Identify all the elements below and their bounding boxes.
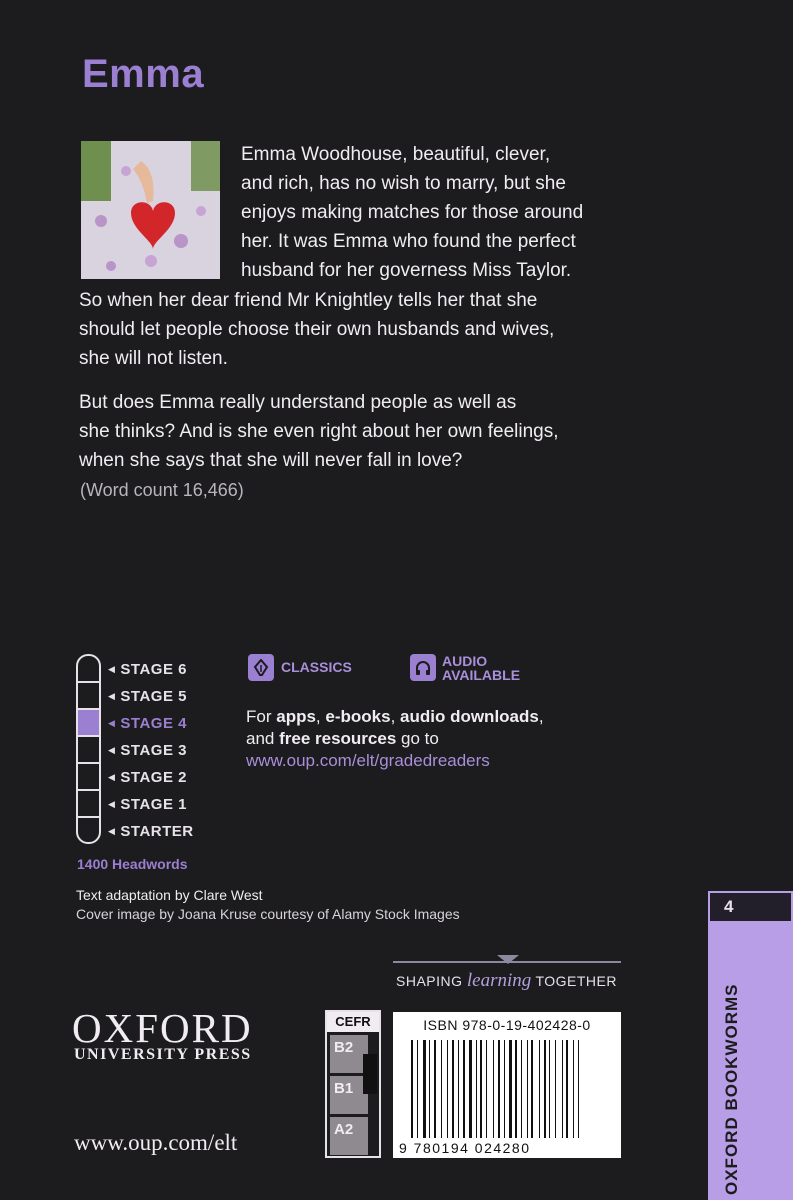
book-title: Emma: [82, 52, 205, 96]
barcode-bar: [455, 1040, 456, 1138]
barcode-bar: [480, 1040, 482, 1138]
ladder-rung: [78, 681, 99, 683]
blurb-line: and rich, has no wish to marry, but she: [241, 173, 566, 194]
adaptation-credit: Text adaptation by Clare West: [76, 887, 263, 903]
barcode-bar: [447, 1040, 448, 1138]
blurb-question-line: she thinks? And is she even right about her own feelings,: [79, 421, 559, 442]
barcode-bar: [458, 1040, 459, 1138]
barcode-bar: [515, 1040, 517, 1138]
stage-label-3: ◀ STAGE 3: [108, 742, 187, 759]
triangle-left-icon: ◀: [108, 799, 116, 809]
blurb-line: her. It was Emma who found the perfect: [241, 231, 576, 252]
stage-ladder-active-fill: [78, 710, 99, 737]
stage-ladder: [76, 654, 101, 844]
barcode-bar: [535, 1040, 538, 1138]
stage-label-5: ◀ STAGE 5: [108, 688, 187, 705]
promo-line-1: For apps, e-books, audio downloads,: [246, 707, 544, 726]
classics-label: CLASSICS: [281, 659, 352, 675]
audio-label-line1: AUDIO: [442, 653, 488, 669]
barcode-bar: [544, 1040, 546, 1138]
blurb-question-line: when she says that she will never fall in love?: [79, 450, 463, 471]
word-count: (Word count 16,466): [80, 480, 244, 500]
barcode-bar: [580, 1040, 582, 1138]
barcode-bar: [427, 1040, 428, 1138]
isbn-text: ISBN 978-0-19-402428-0: [423, 1017, 591, 1033]
series-spine-tab: [708, 891, 793, 1200]
barcode-bar: [443, 1040, 446, 1138]
pen-nib-icon: [248, 654, 274, 681]
barcode-bar: [541, 1040, 542, 1138]
barcode-bar: [573, 1040, 574, 1138]
barcode-bar: [509, 1040, 512, 1138]
blurb-line: should let people choose their own husbands and wives,: [79, 319, 555, 340]
barcode-bar: [460, 1040, 462, 1138]
barcode-bar: [504, 1040, 505, 1138]
barcode-bar: [417, 1040, 418, 1138]
cefr-indicator-bar: [363, 1054, 377, 1094]
barcode-bar: [578, 1040, 579, 1138]
barcode-bar: [452, 1040, 454, 1138]
barcode-bar: [506, 1040, 507, 1138]
stage-label-1: ◀ STAGE 1: [108, 796, 187, 813]
barcode-bar: [469, 1040, 472, 1138]
graded-readers-link[interactable]: www.oup.com/elt/gradedreaders: [246, 751, 490, 770]
promo-line-2: and free resources go to: [246, 729, 439, 748]
audio-label-line2: AVAILABLE: [442, 667, 521, 683]
cefr-level-box: [325, 1010, 381, 1158]
barcode-bar: [415, 1040, 416, 1138]
barcode-bar: [502, 1040, 503, 1138]
publisher-subtitle: UNIVERSITY PRESS: [74, 1046, 252, 1063]
cefr-level-b2: B2: [330, 1035, 368, 1073]
barcode-bar: [521, 1040, 522, 1138]
cefr-header: CEFR: [327, 1012, 379, 1032]
cefr-level-a2: A2: [330, 1117, 368, 1155]
barcode-bar: [495, 1040, 497, 1138]
barcode-bar: [493, 1040, 494, 1138]
barcode-bar: [484, 1040, 485, 1138]
triangle-left-icon: ◀: [108, 745, 116, 755]
barcode-bar: [434, 1040, 436, 1138]
isbn-digits: 9 780194 024280: [399, 1140, 531, 1156]
barcode-bar: [566, 1040, 568, 1138]
barcode-bar: [419, 1040, 421, 1138]
barcode-bar: [467, 1040, 468, 1138]
ladder-rung: [78, 816, 99, 818]
isbn-barcode: [393, 1012, 621, 1158]
series-name: OXFORD BOOKWORMS: [722, 983, 741, 1195]
triangle-left-icon: ◀: [108, 772, 116, 782]
barcode-bar: [539, 1040, 540, 1138]
barcode-bar: [549, 1040, 550, 1138]
barcode-bar: [527, 1040, 528, 1138]
blurb-line: enjoys making matches for those around: [241, 202, 584, 223]
triangle-left-icon: ◀: [108, 718, 116, 728]
stage-label-4-active: ◀ STAGE 4: [108, 715, 187, 732]
barcode-bar: [570, 1040, 572, 1138]
stage-label-2: ◀ STAGE 2: [108, 769, 187, 786]
barcode-bar: [423, 1040, 426, 1138]
blurb-line: husband for her governess Miss Taylor.: [241, 260, 572, 281]
barcode-bar: [437, 1040, 439, 1138]
cover-image-credit: Cover image by Joana Kruse courtesy of Alamy Stock Images: [76, 906, 460, 922]
blurb-line: Emma Woodhouse, beautiful, clever,: [241, 144, 551, 165]
barcode-bar: [564, 1040, 565, 1138]
barcode-bar: [547, 1040, 548, 1138]
headwords-count: 1400 Headwords: [77, 856, 188, 872]
ladder-rung: [78, 762, 99, 764]
barcode-bar: [432, 1040, 433, 1138]
barcode-bar: [513, 1040, 514, 1138]
ladder-rung: [78, 708, 99, 710]
barcode-bar: [555, 1040, 556, 1138]
barcode-bar: [488, 1040, 491, 1138]
headphones-icon: [410, 654, 436, 681]
blurb-line: she will not listen.: [79, 348, 228, 369]
spine-stage-number: 4: [724, 897, 734, 916]
cefr-level-b1: B1: [330, 1076, 368, 1114]
barcode-bar: [429, 1040, 430, 1138]
triangle-left-icon: ◀: [108, 691, 116, 701]
publisher-logo: OXFORD: [72, 1005, 253, 1051]
barcode-bar: [552, 1040, 554, 1138]
barcode-bar: [411, 1040, 413, 1138]
barcode-bar: [519, 1040, 520, 1138]
stage-label-6: ◀ STAGE 6: [108, 661, 187, 678]
blurb-question-line: But does Emma really understand people as well as: [79, 392, 517, 413]
publisher-website-link[interactable]: www.oup.com/elt: [74, 1130, 238, 1155]
ladder-rung: [78, 789, 99, 791]
triangle-left-icon: ◀: [108, 664, 116, 674]
heart-in-hand-illustration: [81, 141, 220, 279]
slogan-chevron-icon: [497, 955, 519, 964]
cover-thumbnail-image: [81, 141, 220, 279]
barcode-bar: [463, 1040, 465, 1138]
barcode-bar: [450, 1040, 451, 1138]
barcode-bar: [557, 1040, 560, 1138]
barcode-bar: [575, 1040, 576, 1138]
blurb-line: So when her dear friend Mr Knightley tells her that she: [79, 290, 538, 311]
barcode-bar: [478, 1040, 479, 1138]
barcode-bar: [529, 1040, 530, 1138]
barcode-bar: [498, 1040, 500, 1138]
barcode-bar: [486, 1040, 487, 1138]
barcode-bar: [441, 1040, 442, 1138]
barcode-bars: [411, 1040, 607, 1138]
barcode-bar: [476, 1040, 477, 1138]
spine-stage-box: [708, 891, 793, 923]
stage-label-starter: ◀ STARTER: [108, 823, 194, 840]
barcode-bar: [562, 1040, 563, 1138]
triangle-left-icon: ◀: [108, 826, 116, 836]
barcode-bar: [473, 1040, 474, 1138]
barcode-bar: [531, 1040, 533, 1138]
ladder-rung: [78, 735, 99, 737]
slogan: SHAPING learning TOGETHER: [396, 970, 617, 991]
barcode-bar: [523, 1040, 525, 1138]
